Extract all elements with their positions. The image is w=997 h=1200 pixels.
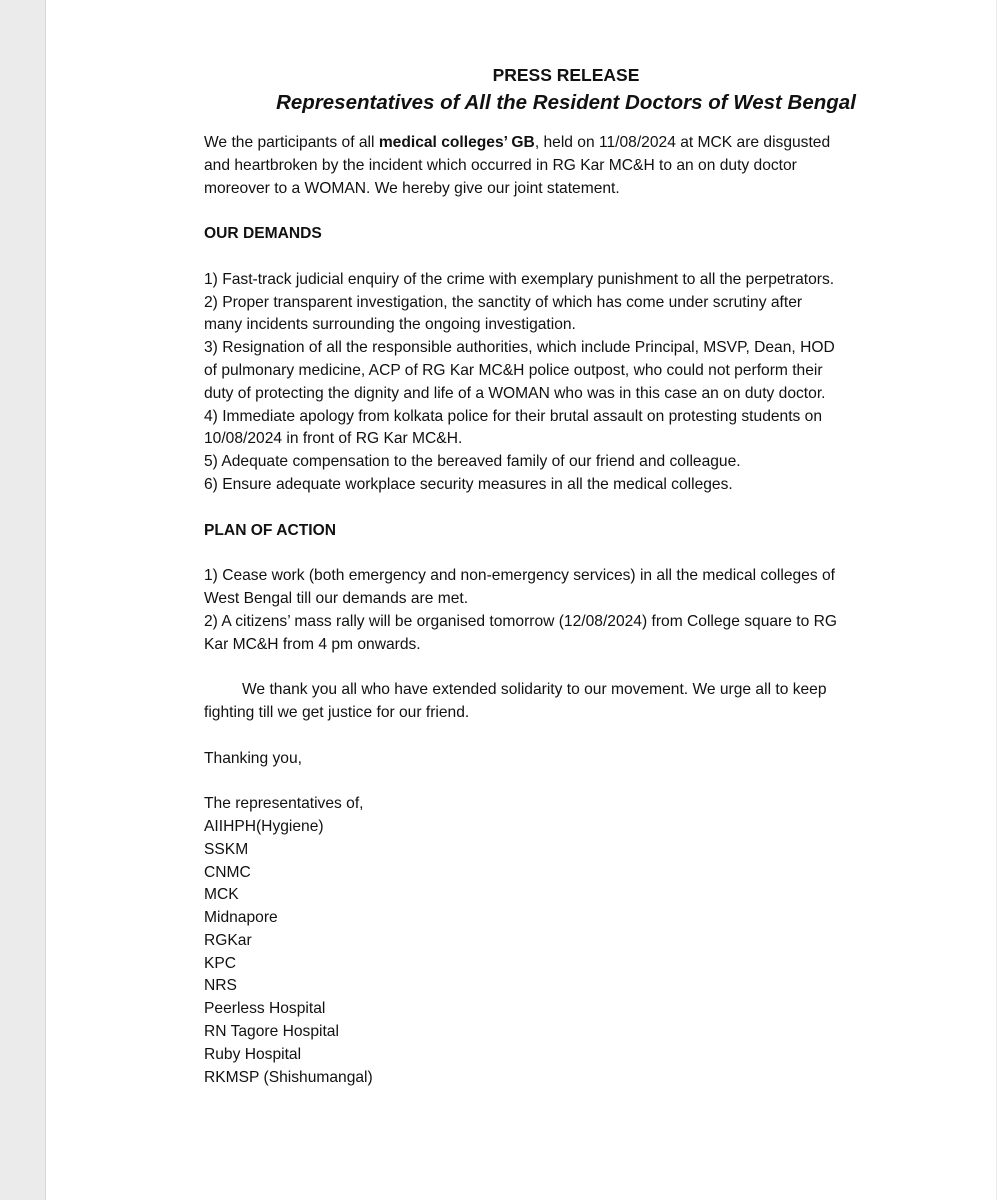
signatory-item: Peerless Hospital	[204, 1000, 326, 1018]
signatory-item: AIIHPH(Hygiene)	[204, 817, 324, 835]
signatory-item: RN Tagore Hospital	[204, 1023, 339, 1041]
closing-line: fighting till we get justice for our friend.	[204, 703, 470, 721]
action-heading: PLAN OF ACTION	[204, 521, 336, 539]
signatory-item: RGKar	[204, 931, 252, 949]
demand-line: 3) Resignation of all the responsible authorities, which include Principal, MSVP, Dean, HOD	[204, 339, 835, 357]
document-body	[204, 62, 924, 1089]
signatory-item: SSKM	[204, 840, 249, 858]
intro-paragraph	[204, 132, 924, 200]
intro-text: We the participants of all	[204, 134, 379, 151]
action-line: Kar MC&H from 4 pm onwards.	[204, 635, 421, 653]
demand-line: 1) Fast-track judicial enquiry of the crime with exemplary punishment to all the perpetrators.	[204, 270, 835, 288]
closing-paragraph	[204, 679, 924, 725]
action-list	[204, 565, 924, 656]
thanks-line: Thanking you,	[204, 749, 302, 767]
demand-line: 10/08/2024 in front of RG Kar MC&H.	[204, 430, 463, 448]
document-title: PRESS RELEASE	[492, 65, 640, 85]
signatories-heading: The representatives of,	[204, 795, 364, 813]
signatory-item: NRS	[204, 977, 237, 995]
demand-line: 6) Ensure adequate workplace security measures in all the medical colleges.	[204, 475, 733, 493]
signatory-item: MCK	[204, 886, 239, 904]
demand-line: 4) Immediate apology from kolkata police for their brutal assault on protesting students on	[204, 407, 823, 425]
demand-line: 2) Proper transparent investigation, the sanctity of which has come under scrutiny after	[204, 293, 803, 311]
intro-line: moreover to a WOMAN. We hereby give our joint statement.	[204, 179, 620, 197]
signatory-item: Ruby Hospital	[204, 1045, 302, 1063]
document-subtitle: Representatives of All the Resident Doctors of West Bengal	[276, 91, 856, 114]
action-line: 2) A citizens’ mass rally will be organised tomorrow (12/08/2024) from College square to RG	[204, 612, 837, 630]
signatories-list	[204, 816, 924, 1090]
intro-line: and heartbroken by the incident which occurred in RG Kar MC&H to an on duty doctor	[204, 156, 797, 174]
action-line: West Bengal till our demands are met.	[204, 589, 469, 607]
signatory-item: Midnapore	[204, 909, 278, 927]
demands-list	[204, 269, 924, 497]
document-page	[45, 0, 996, 1200]
demand-line: 5) Adequate compensation to the bereaved family of our friend and colleague.	[204, 453, 741, 471]
demand-line: many incidents surrounding the ongoing investigation.	[204, 316, 576, 334]
action-line: 1) Cease work (both emergency and non-emergency services) in all the medical colleges of	[204, 567, 835, 585]
signatory-item: CNMC	[204, 863, 251, 881]
intro-line	[204, 132, 924, 155]
signatory-item: KPC	[204, 954, 237, 972]
signatory-item: RKMSP (Shishumangal)	[204, 1068, 373, 1086]
intro-text: , held on 11/08/2024 at MCK are disgusted	[534, 134, 831, 151]
demand-line: of pulmonary medicine, ACP of RG Kar MC&H police outpost, who could not perform their	[204, 361, 823, 379]
demands-heading: OUR DEMANDS	[204, 225, 322, 243]
demand-line: duty of protecting the dignity and life of a WOMAN who was in this case an on duty doctor.	[204, 384, 826, 402]
closing-line: We thank you all who have extended solidarity to our movement. We urge all to keep	[242, 681, 827, 699]
intro-bold-text: medical colleges’ GB	[378, 134, 535, 151]
